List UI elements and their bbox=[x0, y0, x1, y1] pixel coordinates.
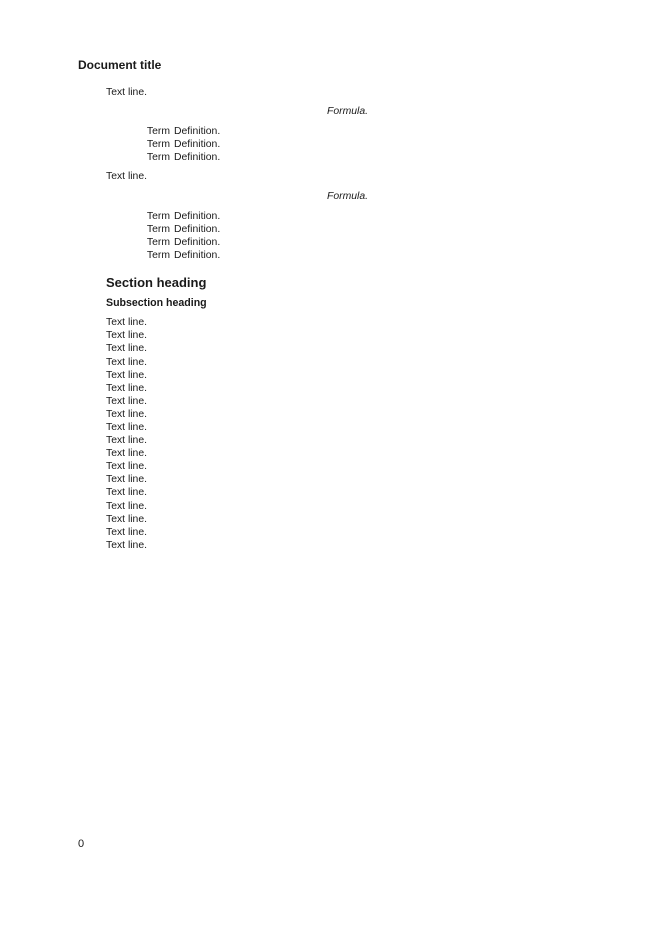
legend-term: Term bbox=[146, 126, 170, 138]
clause-paragraph: Text line. bbox=[106, 395, 148, 407]
legend-desc: Definition. bbox=[174, 126, 221, 138]
clause-paragraph: Text line. bbox=[106, 330, 148, 342]
legend-desc: Definition. bbox=[174, 249, 221, 261]
clause-paragraph: Text line. bbox=[106, 461, 148, 473]
designation-legend-2 bbox=[78, 210, 617, 262]
clause-paragraph: Text line. bbox=[106, 408, 148, 420]
clause-paragraph: Text line. bbox=[106, 448, 148, 460]
clause-paragraph: Text line. bbox=[106, 539, 148, 551]
clause-paragraph: Text line. bbox=[106, 343, 148, 355]
legend-term: Term bbox=[146, 139, 170, 151]
legend-desc: Definition. bbox=[174, 223, 221, 235]
document-header: Document title bbox=[78, 58, 162, 72]
legend-term: Term bbox=[146, 236, 170, 248]
clause-paragraph: Text line. bbox=[106, 435, 148, 447]
clause-paragraph: Text line. bbox=[106, 369, 148, 381]
clause-paragraph: Text line. bbox=[106, 526, 148, 538]
clause-paragraph: Text line. bbox=[106, 421, 148, 433]
clause-paragraph: Text line. bbox=[106, 317, 148, 329]
subsection-heading: Subsection heading bbox=[106, 297, 207, 310]
clause-paragraph: Text line. bbox=[106, 487, 148, 499]
paragraph-item-d: Text line. bbox=[106, 171, 148, 183]
clause-paragraph: Text line. bbox=[106, 382, 148, 394]
legend-term: Term bbox=[146, 152, 170, 164]
document-body bbox=[78, 86, 617, 552]
section-heading: Section heading bbox=[106, 275, 207, 291]
clause-paragraph: Text line. bbox=[106, 474, 148, 486]
designation-example-1: Formula. bbox=[327, 106, 368, 118]
clause-paragraph: Text line. bbox=[106, 500, 148, 512]
paragraph-item-c: Text line. bbox=[106, 87, 148, 98]
page-number: 0 bbox=[78, 838, 85, 850]
designation-legend-1 bbox=[78, 125, 617, 164]
legend-term: Term bbox=[146, 210, 170, 222]
clause-paragraph: Text line. bbox=[106, 513, 148, 525]
legend-desc: Definition. bbox=[174, 210, 221, 222]
clause-paragraph: Text line. bbox=[106, 356, 148, 368]
legend-desc: Definition. bbox=[174, 152, 221, 164]
designation-example-2: Formula. bbox=[327, 190, 368, 202]
legend-term: Term bbox=[146, 249, 170, 261]
legend-desc: Definition. bbox=[174, 236, 221, 248]
legend-desc: Definition. bbox=[174, 139, 221, 151]
legend-term: Term bbox=[146, 223, 170, 235]
